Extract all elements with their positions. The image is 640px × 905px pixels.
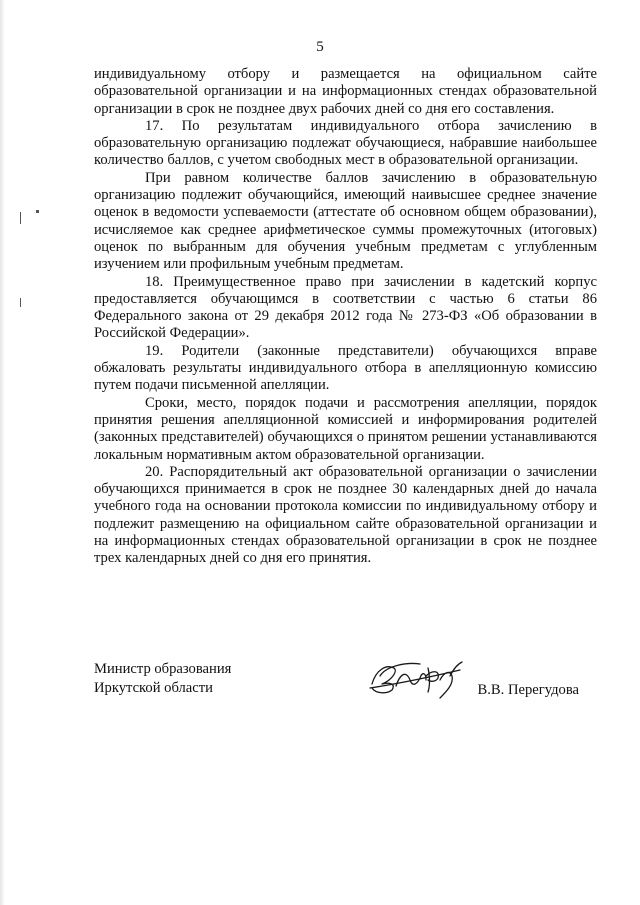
signer-title-line: Иркутской области xyxy=(94,680,213,696)
paragraph: Сроки, место, порядок подачи и рассмотрения апелляции, порядок принятия решения апелляционной комиссией и информирования родителей (законных представителей) обучающихся о принятом решении устанавливаются локальным нормативным актом образовательной организации. xyxy=(94,394,597,463)
signer-title xyxy=(94,660,231,698)
paragraph-item-20: 20. Распорядительный акт образовательной организации о зачислении обучающихся принимается в срок не позднее 30 календарных дней до начала учебного года на основании протокола комиссии по индивидуальному отбору и подлежит размещению на официальном сайте образовательной организации и на информационных стендах образовательной организации в срок не позднее трех календарных дней со дня его принятия. xyxy=(94,463,597,567)
handwritten-signature-icon xyxy=(366,654,466,700)
page-number: 5 xyxy=(316,39,324,55)
document-body xyxy=(94,66,597,568)
scan-edge-shadow xyxy=(0,0,5,905)
paragraph: При равном количестве баллов зачислению в образовательную организацию подлежит обучающийся, имеющий наивысшее среднее значение оценок в ведомости успеваемости (аттестате об основном общем образовании), исчисляемое как среднее арифметическое суммы промежуточных (итоговых) оценок по выбранным для обучения учебным предметам с углубленным изучением или профильным учебным предметам. xyxy=(94,169,597,273)
signer-title-line: Министр образования xyxy=(94,661,232,677)
margin-mark-line xyxy=(20,212,21,224)
paragraph-item-19: 19. Родители (законные представители) обучающихся вправе обжаловать результаты индивидуального отбора в апелляционную комиссию путем подачи письменной апелляции. xyxy=(94,342,597,394)
margin-mark-dot xyxy=(36,210,39,213)
signer-name: В.В. Перегудова xyxy=(477,682,579,698)
signature-block xyxy=(94,660,597,704)
paragraph-item-18: 18. Преимущественное право при зачислении в кадетский корпус предоставляется обучающимся в соответствии с частью 6 статьи 86 Федерального закона от 29 декабря 2012 года № 273-ФЗ «Об образовании в Российской Федерации». xyxy=(94,273,597,342)
margin-mark-line xyxy=(20,298,21,307)
paragraph-item-17: 17. По результатам индивидуального отбора зачислению в образовательную организацию подлежат обучающиеся, набравшие наибольшее количество баллов, с учетом свободных мест в образовательной организации. xyxy=(94,117,597,169)
paragraph: индивидуальному отбору и размещается на официальном сайте образовательной организации и на информационных стендах образовательной организации в срок не позднее двух рабочих дней со дня его составления. xyxy=(94,66,597,117)
